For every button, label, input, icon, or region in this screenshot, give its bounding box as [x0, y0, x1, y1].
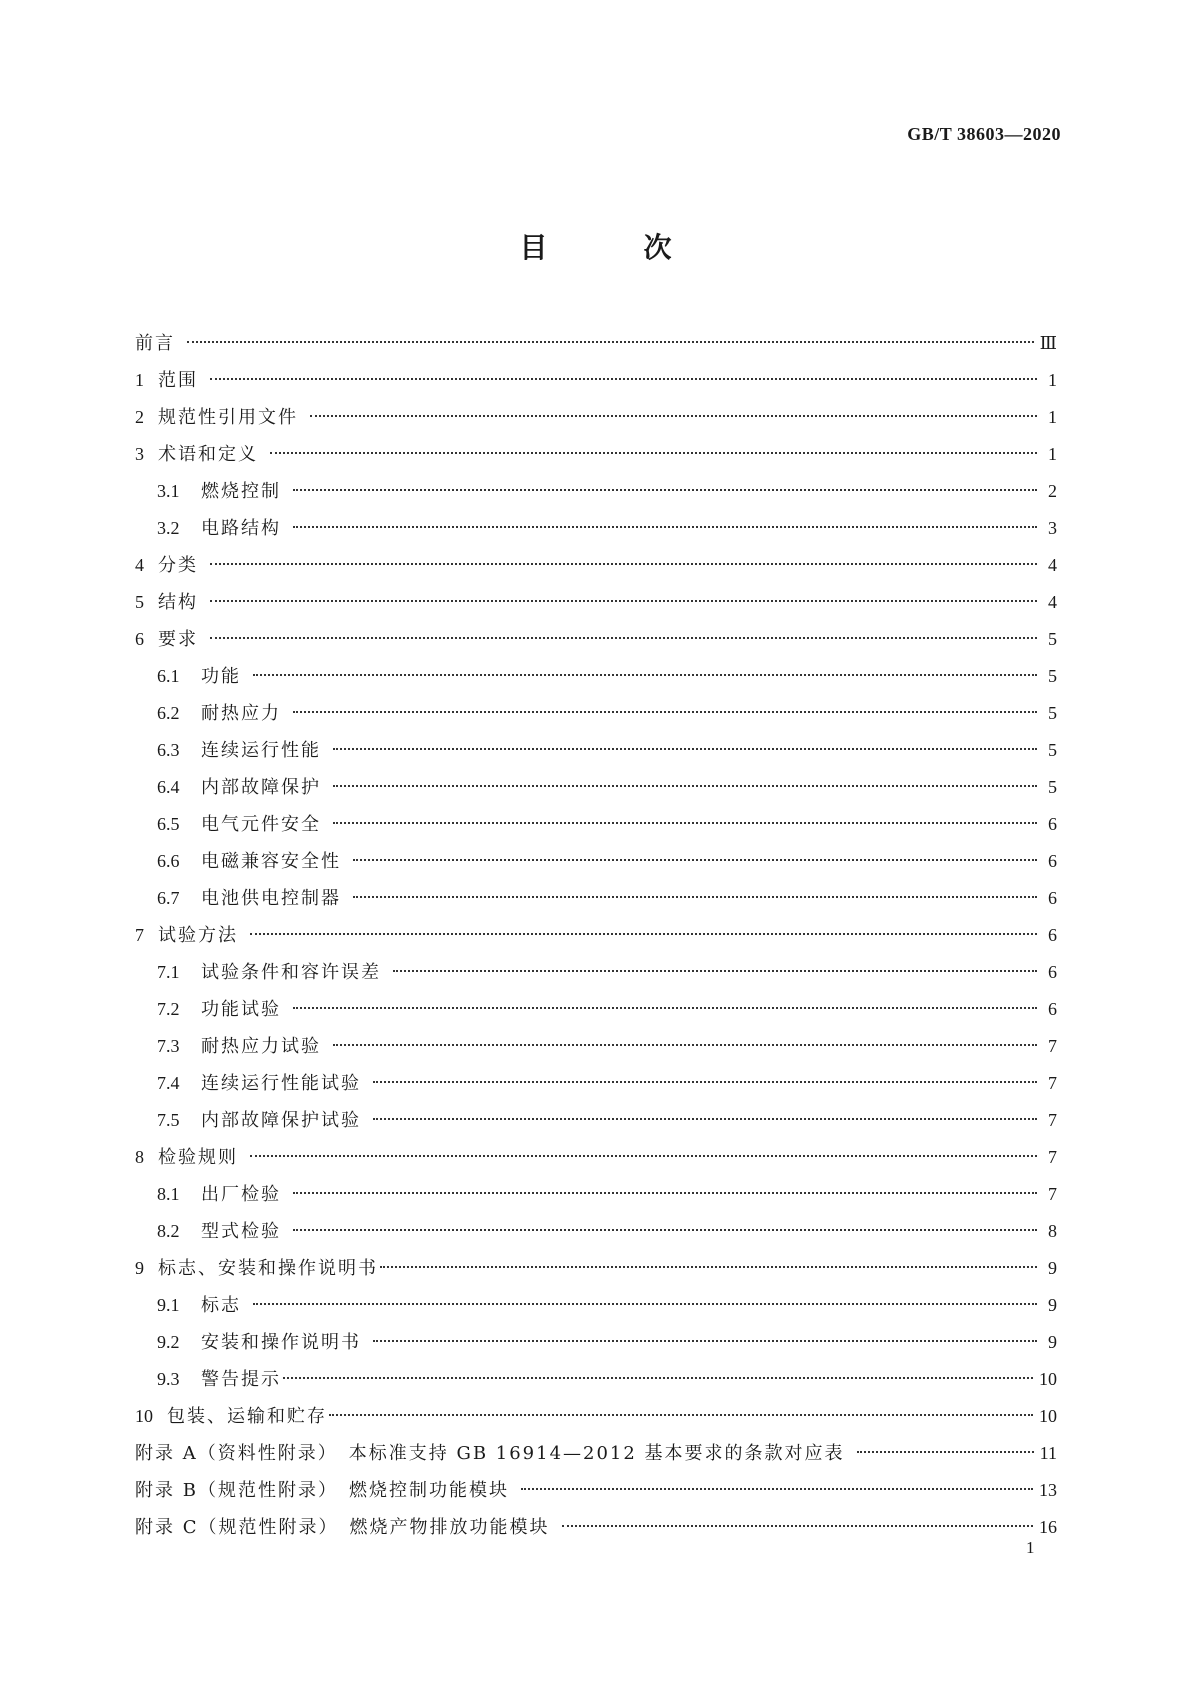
toc-entry-number: 3: [135, 444, 144, 464]
dot-leader: [562, 1525, 1034, 1527]
toc-entry-title: 结构: [158, 592, 198, 613]
dot-leader: [373, 1118, 1037, 1120]
toc-entry-page: 16: [1039, 1517, 1057, 1537]
dot-leader: [333, 1044, 1037, 1046]
toc-entry-number: 6.2: [157, 703, 180, 723]
dot-leader: [250, 1155, 1037, 1157]
dot-leader: [210, 600, 1037, 602]
toc-entry-6-7[interactable]: [135, 880, 1057, 917]
dot-leader: [293, 1229, 1037, 1231]
toc-entry-number: 3.1: [157, 481, 180, 501]
dot-leader: [333, 748, 1037, 750]
toc-entry-number: 7.1: [157, 962, 180, 982]
toc-entry-number: 7.2: [157, 999, 180, 1019]
toc-entry-page: 4: [1048, 592, 1057, 612]
toc-entry-title: 试验条件和容许误差: [201, 962, 381, 983]
toc-entry-1[interactable]: [135, 362, 1057, 399]
toc-entry-title: 附录 C（规范性附录） 燃烧产物排放功能模块: [135, 1517, 550, 1538]
toc-entry-title: 电池供电控制器: [201, 888, 341, 909]
toc-entry-7-1[interactable]: [135, 954, 1057, 991]
toc-entry-title: 范围: [158, 370, 198, 391]
toc-entry-number: 6.4: [157, 777, 180, 797]
toc-entry-page: 10: [1039, 1369, 1057, 1389]
toc-entry-9-1[interactable]: [135, 1287, 1057, 1324]
toc-entry-3[interactable]: [135, 436, 1057, 473]
toc-title: 目 次: [519, 231, 706, 264]
toc-entry-page: 9: [1048, 1295, 1057, 1315]
toc-entry-number: 9.1: [157, 1295, 180, 1315]
dot-leader: [253, 674, 1037, 676]
toc-entry-title: 电气元件安全: [201, 814, 321, 835]
toc-entry-page: 5: [1048, 666, 1057, 686]
toc-entry-title: 包装、运输和贮存: [167, 1406, 327, 1427]
toc-entry-6-6[interactable]: [135, 843, 1057, 880]
toc-entry-title: 安装和操作说明书: [201, 1332, 361, 1353]
toc-entry-title: 燃烧控制: [201, 481, 281, 502]
toc-entry-title: 内部故障保护试验: [201, 1110, 361, 1131]
toc-entry-number: 9.2: [157, 1332, 180, 1352]
toc-entry-page: 7: [1048, 1036, 1057, 1056]
toc-entry-7-5[interactable]: [135, 1102, 1057, 1139]
toc-entry-6-3[interactable]: [135, 732, 1057, 769]
toc-entry-appendix-b[interactable]: [135, 1472, 1057, 1509]
dot-leader: [329, 1414, 1033, 1416]
dot-leader: [310, 415, 1037, 417]
toc-entry-number: 7.4: [157, 1073, 180, 1093]
toc-entry-number: 4: [135, 555, 144, 575]
toc-entry-title: 功能: [201, 666, 241, 687]
toc-entry-page: 1: [1048, 370, 1057, 390]
dot-leader: [380, 1266, 1037, 1268]
toc-entry-7-2[interactable]: [135, 991, 1057, 1028]
toc-entry-10[interactable]: [135, 1398, 1057, 1435]
dot-leader: [333, 785, 1037, 787]
page-number: 1: [1026, 1538, 1035, 1557]
toc-entry-page: 6: [1048, 851, 1057, 871]
toc-entry-8-1[interactable]: [135, 1176, 1057, 1213]
toc-entry-6-1[interactable]: [135, 658, 1057, 695]
toc-entry-title: 附录 B（规范性附录） 燃烧控制功能模块: [135, 1480, 509, 1501]
toc-entry-title: 要求: [158, 629, 198, 650]
dot-leader: [857, 1451, 1034, 1453]
toc-entry-page: 5: [1048, 629, 1057, 649]
toc-entry-number: 6.1: [157, 666, 180, 686]
toc-entry-page: 11: [1039, 1443, 1057, 1463]
toc-entry-title: 出厂检验: [201, 1184, 281, 1205]
dot-leader: [283, 1377, 1033, 1379]
table-of-contents: [135, 325, 1057, 1546]
toc-entry-number: 8.2: [157, 1221, 180, 1241]
toc-entry-title: 功能试验: [201, 999, 281, 1020]
dot-leader: [293, 1007, 1037, 1009]
toc-entry-3-2[interactable]: [135, 510, 1057, 547]
dot-leader: [187, 341, 1034, 343]
dot-leader: [270, 452, 1037, 454]
toc-entry-number: 8: [135, 1147, 144, 1167]
toc-entry-6-5[interactable]: [135, 806, 1057, 843]
toc-entry-title: 附录 A（资料性附录） 本标准支持 GB 16914—2012 基本要求的条款对应表: [135, 1443, 845, 1464]
toc-entry-page: 9: [1048, 1258, 1057, 1278]
toc-entry-number: 3.2: [157, 518, 180, 538]
dot-leader: [393, 970, 1037, 972]
toc-entry-number: 8.1: [157, 1184, 180, 1204]
dot-leader: [210, 637, 1037, 639]
dot-leader: [373, 1340, 1037, 1342]
toc-entry-9[interactable]: [135, 1250, 1057, 1287]
toc-entry-7-4[interactable]: [135, 1065, 1057, 1102]
toc-entry-title: 电磁兼容安全性: [201, 851, 341, 872]
dot-leader: [293, 489, 1037, 491]
toc-entry-title: 电路结构: [201, 518, 281, 539]
toc-entry-page: 9: [1048, 1332, 1057, 1352]
toc-entry-8-2[interactable]: [135, 1213, 1057, 1250]
toc-entry-page: 7: [1048, 1110, 1057, 1130]
toc-entry-title: 术语和定义: [158, 444, 258, 465]
dot-leader: [333, 822, 1037, 824]
toc-entry-title: 耐热应力试验: [201, 1036, 321, 1057]
toc-entry-page: 1: [1048, 444, 1057, 464]
toc-entry-9-3[interactable]: [135, 1361, 1057, 1398]
toc-entry-number: 7: [135, 925, 144, 945]
toc-entry-appendix-a[interactable]: [135, 1435, 1057, 1472]
toc-entry-page: 7: [1048, 1073, 1057, 1093]
toc-entry-foreword[interactable]: [135, 325, 1057, 362]
toc-entry-page: 2: [1048, 481, 1057, 501]
toc-entry-number: 9.3: [157, 1369, 180, 1389]
toc-entry-number: 9: [135, 1258, 144, 1278]
dot-leader: [210, 563, 1037, 565]
toc-entry-9-2[interactable]: [135, 1324, 1057, 1361]
toc-entry-appendix-c[interactable]: [135, 1509, 1057, 1546]
toc-entry-3-1[interactable]: [135, 473, 1057, 510]
toc-entry-title: 型式检验: [201, 1221, 281, 1242]
toc-entry-number: 6.5: [157, 814, 180, 834]
dot-leader: [293, 526, 1037, 528]
toc-entry-5[interactable]: [135, 584, 1057, 621]
toc-entry-number: 6.3: [157, 740, 180, 760]
toc-entry-page: Ⅲ: [1039, 333, 1057, 353]
toc-entry-page: 3: [1048, 518, 1057, 538]
toc-entry-title: 标志: [201, 1295, 241, 1316]
toc-entry-page: 1: [1048, 407, 1057, 427]
toc-entry-number: 7.5: [157, 1110, 180, 1130]
standard-code: GB/T 38603—2020: [907, 124, 1061, 144]
toc-entry-number: 6.7: [157, 888, 180, 908]
toc-entry-page: 6: [1048, 999, 1057, 1019]
toc-entry-title: 规范性引用文件: [158, 407, 298, 428]
toc-entry-2[interactable]: [135, 399, 1057, 436]
toc-entry-title: 警告提示: [201, 1369, 281, 1390]
toc-entry-title: 连续运行性能试验: [201, 1073, 361, 1094]
toc-entry-6-4[interactable]: [135, 769, 1057, 806]
toc-entry-page: 7: [1048, 1147, 1057, 1167]
toc-entry-4[interactable]: [135, 547, 1057, 584]
dot-leader: [253, 1303, 1037, 1305]
toc-entry-title: 检验规则: [158, 1147, 238, 1168]
toc-entry-page: 6: [1048, 814, 1057, 834]
toc-entry-page: 10: [1039, 1406, 1057, 1426]
dot-leader: [293, 711, 1037, 713]
toc-entry-number: 1: [135, 370, 144, 390]
toc-entry-page: 6: [1048, 888, 1057, 908]
toc-entry-7-3[interactable]: [135, 1028, 1057, 1065]
dot-leader: [521, 1488, 1033, 1490]
toc-entry-6-2[interactable]: [135, 695, 1057, 732]
dot-leader: [353, 859, 1037, 861]
toc-entry-title: 分类: [158, 555, 198, 576]
dot-leader: [293, 1192, 1037, 1194]
toc-entry-8[interactable]: [135, 1139, 1057, 1176]
toc-entry-6[interactable]: [135, 621, 1057, 658]
toc-entry-7[interactable]: [135, 917, 1057, 954]
toc-entry-number: 7.3: [157, 1036, 180, 1056]
toc-entry-title: 内部故障保护: [201, 777, 321, 798]
toc-entry-number: 10: [135, 1406, 153, 1426]
toc-entry-number: 5: [135, 592, 144, 612]
toc-entry-page: 7: [1048, 1184, 1057, 1204]
toc-entry-title: 耐热应力: [201, 703, 281, 724]
toc-entry-page: 5: [1048, 740, 1057, 760]
toc-entry-number: 6.6: [157, 851, 180, 871]
toc-entry-page: 5: [1048, 703, 1057, 723]
toc-entry-page: 6: [1048, 962, 1057, 982]
dot-leader: [373, 1081, 1037, 1083]
dot-leader: [353, 896, 1037, 898]
toc-entry-title: 连续运行性能: [201, 740, 321, 761]
toc-entry-title: 前言: [135, 333, 175, 354]
dot-leader: [250, 933, 1037, 935]
dot-leader: [210, 378, 1037, 380]
toc-entry-page: 6: [1048, 925, 1057, 945]
toc-entry-page: 4: [1048, 555, 1057, 575]
toc-entry-page: 8: [1048, 1221, 1057, 1241]
toc-entry-title: 标志、安装和操作说明书: [158, 1258, 378, 1279]
toc-entry-page: 5: [1048, 777, 1057, 797]
toc-entry-number: 2: [135, 407, 144, 427]
toc-entry-number: 6: [135, 629, 144, 649]
toc-entry-title: 试验方法: [158, 925, 238, 946]
toc-entry-page: 13: [1039, 1480, 1057, 1500]
